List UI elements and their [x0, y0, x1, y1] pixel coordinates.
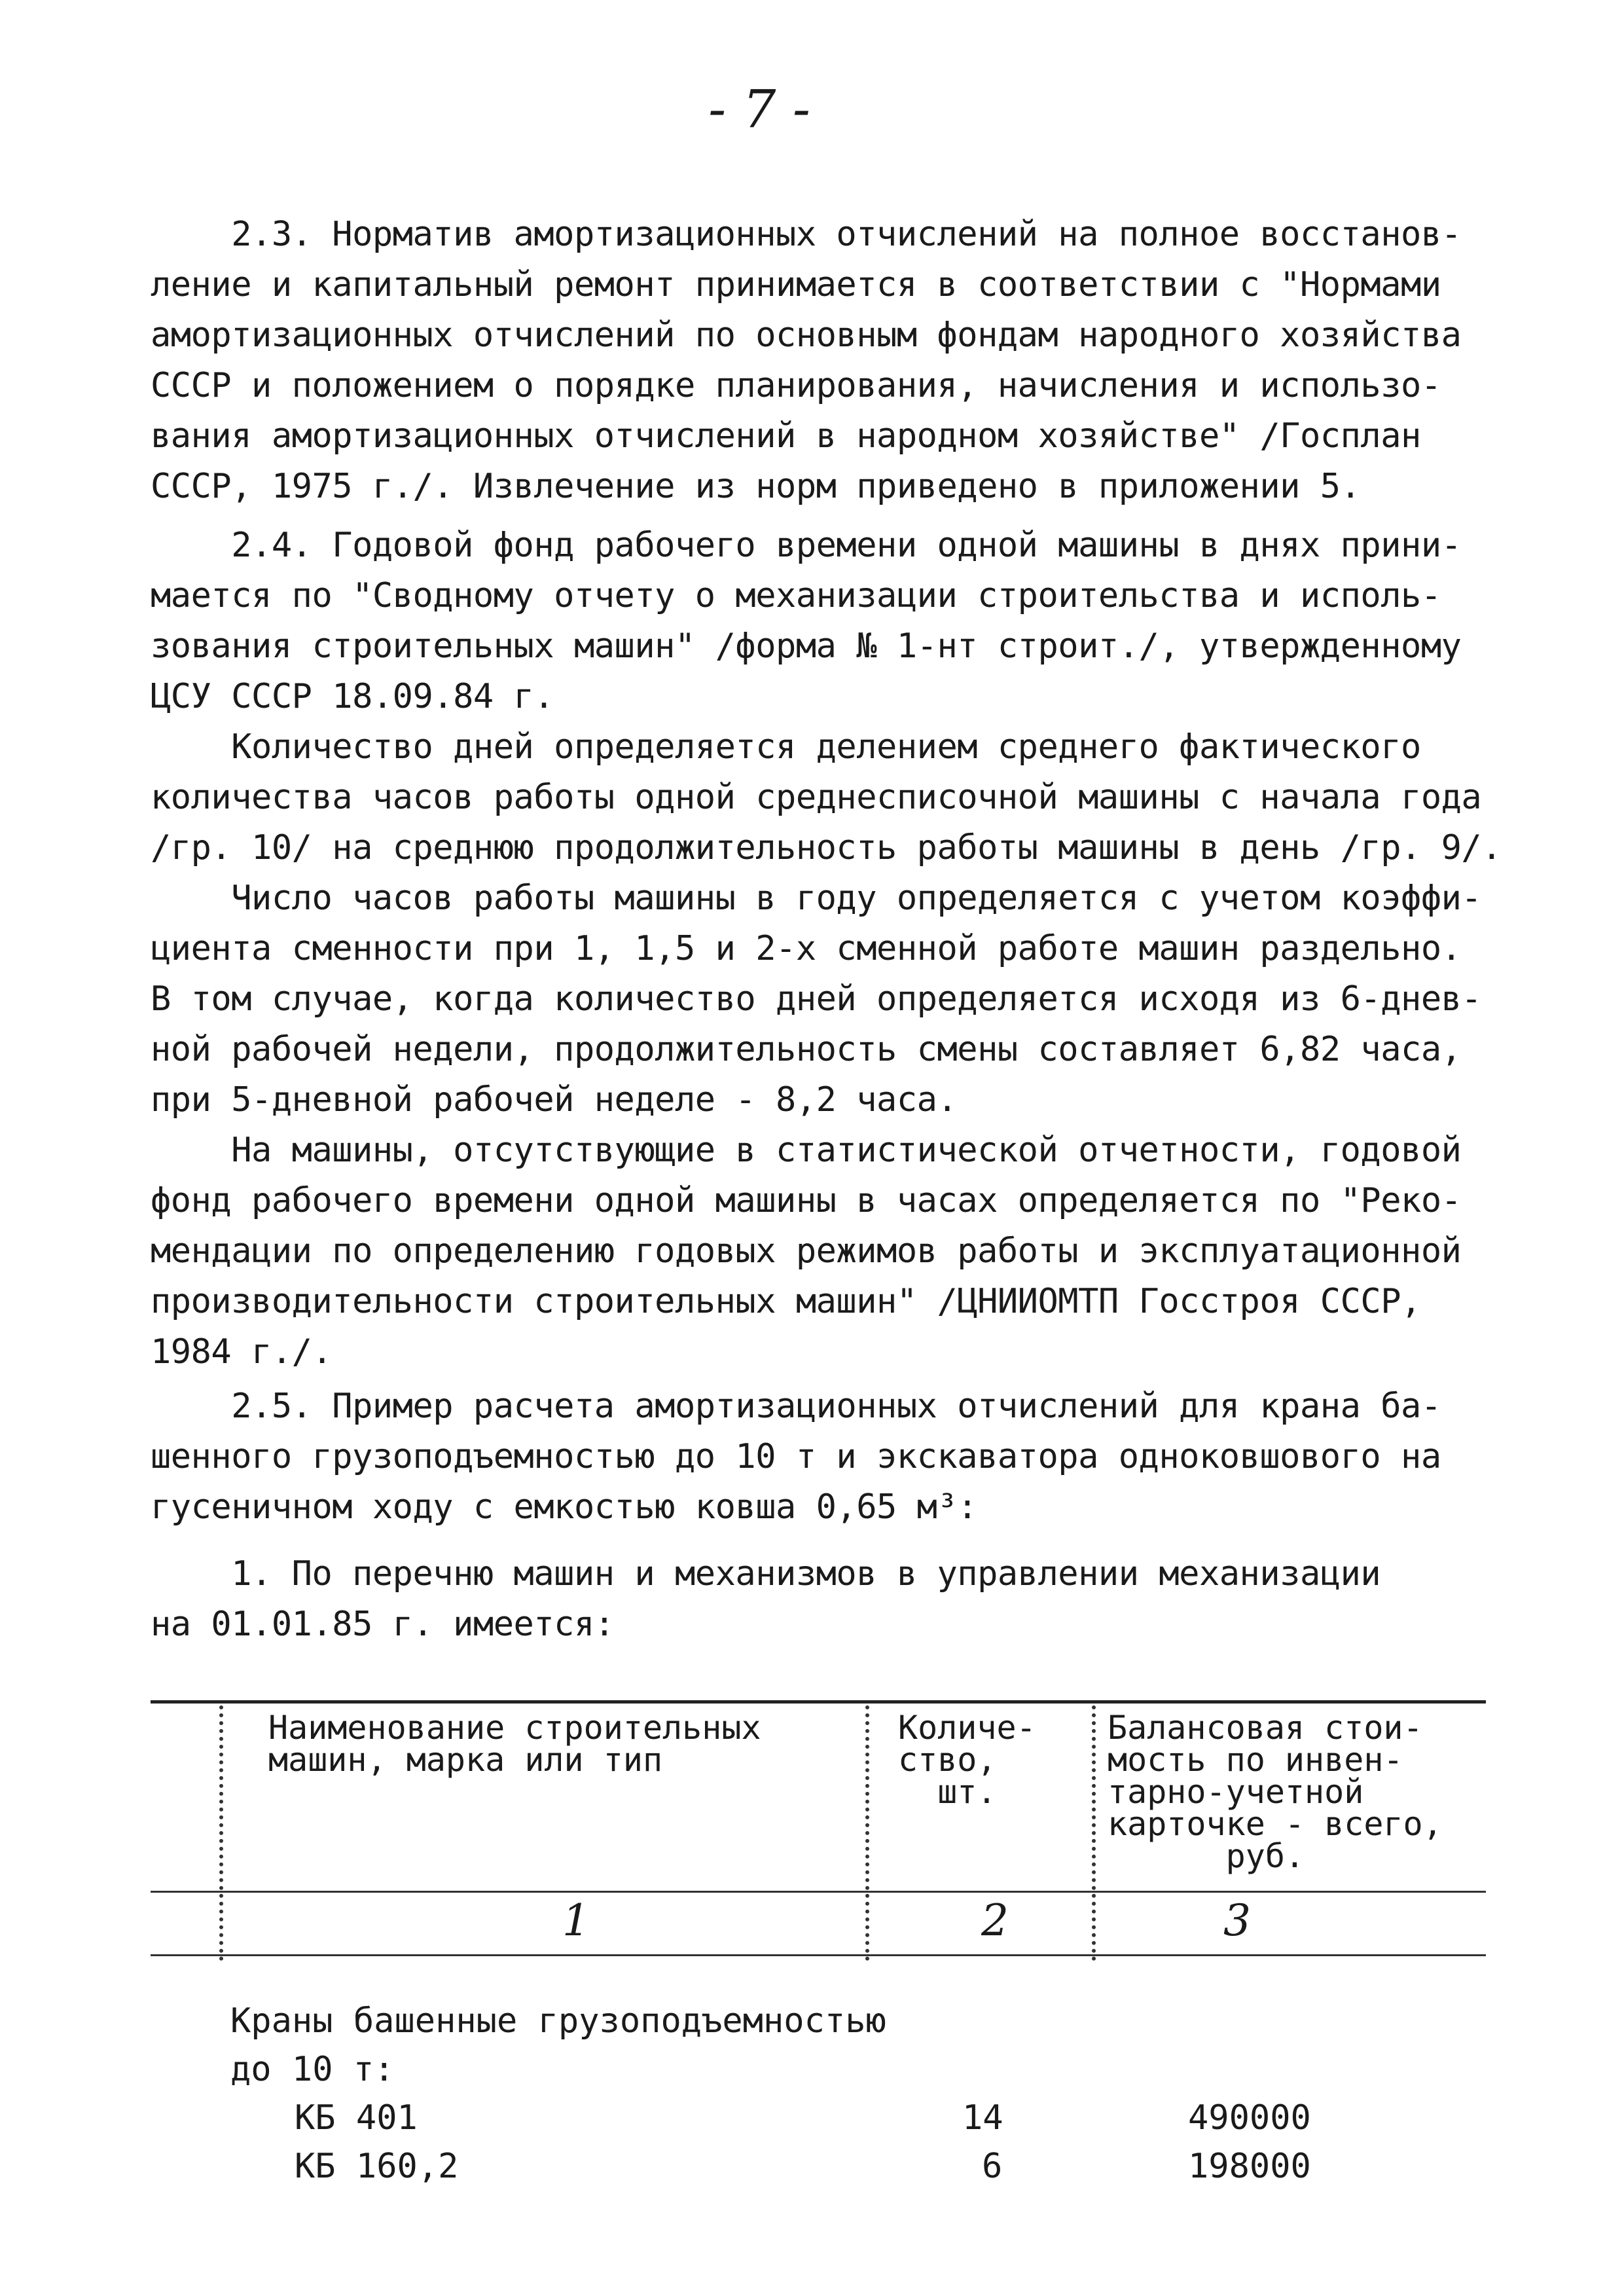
row-quantity: 14	[962, 2098, 1003, 2138]
page-number: - 7 -	[708, 79, 810, 139]
table-divider-qty	[865, 1705, 869, 1961]
column-number-2: 2	[981, 1895, 1009, 1946]
paragraph-2-3: 2.3. Норматив амортизационных отчислений на полное восстанов- ление и капитальный ремонт принимается в соответствии с "Нормами амортизационных отчислений по основным фондам народного хозяйства СССР и положением о порядке планирования, начисления и использо- вания амортизационных отчислений в народном хозяйстве" /Госплан СССР, 1975 г./. Извлечение из норм приведено в приложении 5.	[151, 215, 1462, 506]
table-divider-left	[219, 1705, 223, 1961]
column-number-1: 1	[562, 1895, 590, 1946]
paragraph-2-4: 2.4. Годовой фонд рабочего времени одной машины в днях прини- мается по "Сводному отчету о механизации строительства и исполь- зования строительных машин" /форма № 1-нт строит./, утвержденному ЦСУ СССР 18.09.84 г.	[151, 526, 1462, 716]
paragraph-days-count: Количество дней определяется делением среднего фактического количества часов работы одной среднесписочной машины с начала года /гр. 10/ на среднюю продолжительность работы машины в день /гр. 9/.	[151, 727, 1502, 867]
paragraph-list-intro: 1. По перечню машин и механизмов в управлении механизации на 01.01.85 г. имеется:	[151, 1554, 1381, 1644]
row-machine-name: КБ 160,2	[295, 2147, 459, 2186]
table-header-rule	[151, 1891, 1486, 1893]
paragraph-absent-machines: На машины, отсутствующие в статистической отчетности, годовой фонд рабочего времени одной машины в часах определяется по "Реко- мендации по определению годовых режимов работы и эксплуатационной производительности строительных машин" /ЦНИИОМТП Госстроя СССР, 1984 г./.	[151, 1131, 1462, 1372]
row-quantity: 6	[982, 2147, 1003, 2186]
table-top-rule	[151, 1700, 1486, 1704]
header-quantity: Количе- ство, шт.	[898, 1709, 1036, 1811]
header-balance-cost: Балансовая стои- мость по инвен- тарно-учетной карточке - всего, руб.	[1108, 1709, 1443, 1875]
table-divider-cost	[1092, 1705, 1096, 1961]
paragraph-hours-count: Число часов работы машины в году определяется с учетом коэффи- циента сменности при 1, 1,5 и 2-х сменной работе машин раздельно. В том случае, когда количество дней определяется исходя из 6-днев- ной рабочей недели, продолжительность смены составляет 6,82 часа, при 5-дневной рабочей неделе - 8,2 часа.	[151, 879, 1482, 1120]
table-numbers-rule	[151, 1954, 1486, 1956]
column-number-3: 3	[1223, 1895, 1251, 1946]
row-balance-cost: 490000	[1188, 2098, 1311, 2138]
row-balance-cost: 198000	[1188, 2147, 1311, 2186]
group-title-tower-cranes: Краны башенные грузоподъемностью до 10 т:	[230, 2001, 886, 2089]
header-machine-name: Наименование строительных машин, марка или тип	[268, 1709, 761, 1779]
paragraph-2-5: 2.5. Пример расчета амортизационных отчислений для крана ба- шенного грузоподъемностью до 10 т и экскаватора одноковшового на гусеничном ходу с емкостью ковша 0,65 м³:	[151, 1387, 1441, 1527]
row-machine-name: КБ 401	[295, 2098, 418, 2138]
